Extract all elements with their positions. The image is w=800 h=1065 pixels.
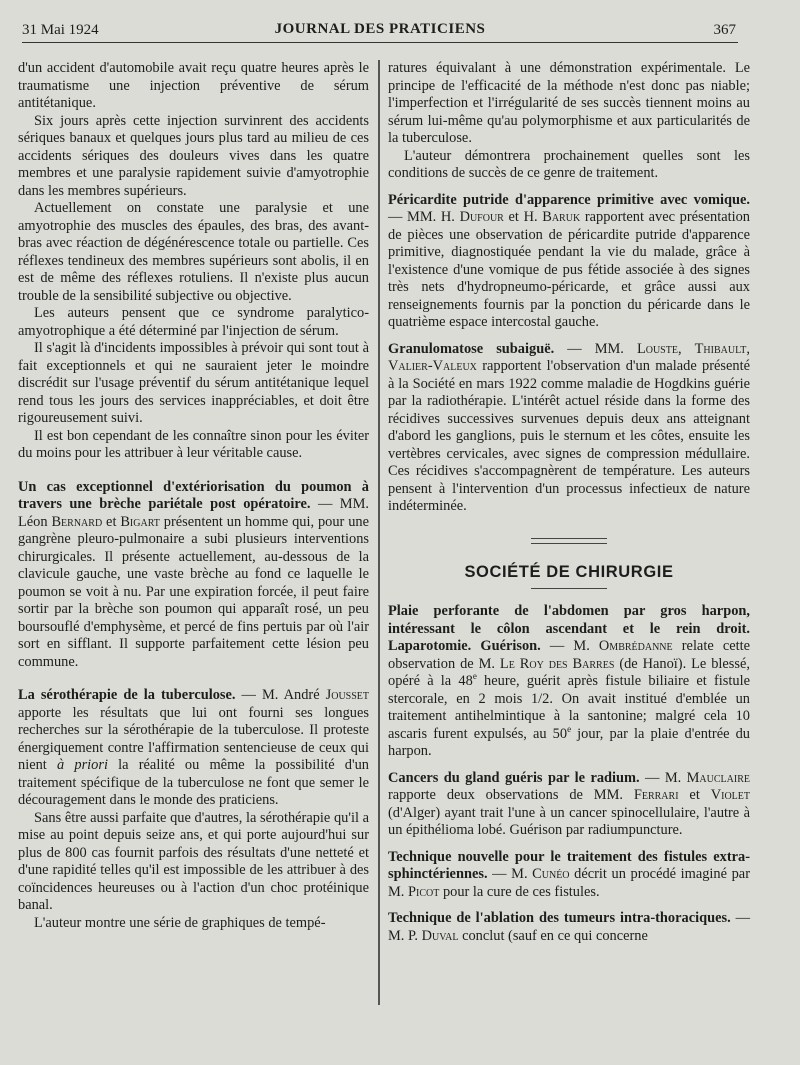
author-name: Mauclaire [686, 769, 750, 786]
author-name: Violet [710, 787, 750, 803]
author-name: Cunéo [532, 866, 570, 882]
author-name: Thibault [694, 340, 747, 357]
author-name: Jousset [325, 687, 370, 703]
author-name: Picot [408, 883, 440, 900]
text-run: relate cette observation de M. [388, 638, 750, 672]
text-run: — M. [540, 638, 599, 654]
article-radium-cancers [388, 770, 750, 840]
text-run: et [678, 787, 711, 803]
page-header [22, 20, 738, 43]
text-run: , [746, 340, 751, 357]
header-date: 31 Mai 1924 [22, 22, 99, 38]
society-heading: SOCIÉTÉ DE CHIRURGIE [464, 562, 674, 581]
text-run: rapporte deux observations de MM. [388, 787, 634, 803]
paragraph: ratures équivalant à une démonstration expérimentale. Le principe de l'efficacité de la méthode n'est donc pas niable; l'imperfection et l'irrégularité de ses succès tiennent moins au sérum lui-même qu'au polymorphisme et aux particularités de la tuberculose. [388, 60, 750, 146]
author-name: Louste [636, 340, 678, 357]
paragraph: Actuellement on constate une paralysie et une amyotrophie des muscles des épaules, des bras, des avant-bras avec réaction de dégénérescence totale ou partielle. Ces réflexes tendineux des membres supérieurs sont abolis, il en est de même des réflexes rotuliens. Il n'existe plus aucun trouble de la sensibilité subjective ou objective. [18, 200, 369, 304]
author-name: Baruk [542, 209, 581, 225]
article-title: Cancers du gland guéris par le radium. [388, 769, 640, 786]
article-title: Péricardite putride d'apparence primitive avec vomique. [388, 191, 750, 208]
article-fistula-technique [388, 849, 750, 902]
article-title: Technique nouvelle pour le traitement des fistules extra-sphinctériennes. [388, 848, 750, 882]
author-name: Valier-Valeux [388, 358, 477, 374]
text-run: pour la cure de ces fistules. [439, 883, 600, 900]
text-run: — M. P. [388, 910, 750, 944]
text-run: — MM. Léon [18, 496, 369, 530]
article-serotherapy [18, 687, 369, 810]
paragraph: Il est bon cependant de les connaître sinon pour les éviter du moins pour les attribuer à leur véritable cause. [18, 427, 369, 461]
author-name: Le Roy des Barres [499, 655, 615, 672]
article-harpoon-wound [388, 603, 750, 761]
text-run: (de Hanoï). Le blessé, opéré à la 48 [388, 655, 750, 689]
author-name: Duval [421, 927, 459, 944]
text-run: — M. André [235, 687, 326, 703]
text-run: et [102, 513, 121, 530]
text-run: heure, guérit après fistule biliaire et fistule stercorale, en 2 mois 1/2. On avait institué d'emblée un traitement antihelmintique à la santonine; malgré cela 10 ascaris furent expulsés, au 50 [388, 673, 750, 742]
paragraph: L'auteur montre une série de graphiques de tempé- [34, 914, 326, 931]
superscript: e [567, 723, 572, 734]
text-run: — M. [487, 866, 533, 882]
page-number: 367 [713, 22, 736, 38]
paragraph: L'auteur démontrera prochainement quelles sont les conditions de succès de ce genre de traitement. [388, 147, 750, 181]
article-granulomatosis [388, 341, 750, 516]
article-title: Plaie perforante de l'abdomen par gros harpon, intéressant le côlon ascendant et le rein droit. Laparotomie. Guérison. [388, 603, 750, 654]
article-title: Un cas exceptionnel d'extériorisation du poumon à travers une brèche pariétale post opératoire. [18, 478, 369, 512]
text-run: conclut (sauf en ce qui concerne [458, 927, 648, 944]
author-name: Ombrédanne [598, 638, 673, 654]
text-run: — MM. [554, 340, 637, 357]
paragraph: Les auteurs pensent que ce syndrome paralytico-amyotrophique a été déterminé par l'injection de sérum. [18, 305, 369, 339]
article-lung-exteriorisation [18, 479, 369, 672]
article-title: La sérothérapie de la tuberculose. [18, 687, 236, 703]
heading-rule [531, 588, 607, 589]
paragraph: d'un accident d'automobile avait reçu quatre heures après le traumatisme une injection préventive de sérum antitétanique. [18, 60, 369, 111]
text-run: — M. [639, 769, 687, 786]
text-run: rapportent avec présentation de pièces une observation de péricardite putride d'apparence primitive, diagnostiquée pendant la vie du malade, grâce à l'existence d'une vomique de pus fétide associée à des signes très nets d'hydropneumo-péricarde, et grâce aussi aux renseignements fournis par la ponction du péricarde dans le quatrième espace intercostal gauche. [388, 209, 750, 330]
author-name: Ferrari [633, 787, 679, 803]
article-pericarditis [388, 192, 750, 332]
text-run: (d'Alger) ayant trait l'une à un cancer spinocellulaire, l'autre à un épithélioma lobé. Guérison par radiumpuncture. [388, 804, 750, 838]
paragraph: Il s'agit là d'incidents impossibles à prévoir qui sont tout à fait exceptionnels et qui ne sauraient jeter le moindre discrédit sur l'usage préventif du sérum antitétanique lequel rend tous les jours des services inappréciables, et doit être rigoureusement suivi. [18, 340, 369, 426]
text-run: apporte les résultats que lui ont fourni ses longues recherches sur la sérothérapie de la tuberculose. Il proteste énergiquement contre l'affirmation sentencieuse de ceux qui nient [18, 704, 369, 773]
author-name: Bernard [51, 513, 103, 530]
article-title: Technique de l'ablation des tumeurs intra-thoraciques. [388, 910, 731, 926]
text-run: , [677, 340, 695, 357]
right-column [388, 60, 750, 945]
article-title: Granulomatose subaiguë. [388, 340, 555, 357]
article-thoracic-tumours [388, 910, 750, 945]
emphasis: à priori [56, 757, 108, 773]
text-run: et H. [503, 209, 543, 225]
left-column [18, 60, 369, 932]
text-run: la réalité ou même la possibilité d'un traitement spécifique de la tuberculose ne font que semer le découragement dans le monde des praticiens. [18, 757, 369, 808]
author-name: Dufour [459, 209, 504, 225]
column-divider [378, 60, 380, 1005]
superscript: e [472, 671, 477, 682]
author-name: Bigart [120, 513, 160, 530]
text-run: décrit un procédé imaginé par M. [388, 866, 750, 900]
paragraph: Six jours après cette injection survinrent des accidents sériques banaux et quelques jours plus tard au milieu de ces accidents sériques des douleurs vives dans les quatre membres et une paralysie rapidement suivie d'amyotrophie dans les membres supérieurs. [18, 112, 369, 199]
text-run: présentent un homme qui, pour une gangrène pleuro-pulmonaire a subi plusieurs interventions chirurgicales. Il présente actuellement, au-dessous de la clavicule gauche, une vaste brèche au fond ce laquelle le poumon se voit à nu. Par une expiration forcée, il peut faire sortir par la brèche son poumon qui apparaît rosé, un peu boursouflé d'emphysème, et percé de fins pertuis par où l'air sort en sifflant. Il supporte parfaitement cette lésion peu commune. [18, 513, 369, 670]
journal-title: JOURNAL DES PRATICIENS [274, 21, 486, 37]
text-run: rapportent l'observation d'un malade présenté à la Société en mars 1922 comme maladie de Hogdkins guérie par la radiothérapie. L'intérêt actuel réside dans la forme des récidives successives survenues depuis deux ans atteignant d'abord les ganglions, puis le sternum et les côtes, ensuite les vertèbres cervicales, avec signes de compression médullaire. Ces récidives s'accompagnèrent de température. Les auteurs pensent à l'intervention d'un processus infectieux de nature indéterminée. [388, 358, 750, 514]
section-ornament [531, 538, 607, 544]
text-run: — MM. H. [388, 209, 460, 225]
text-run: jour, par la plaie d'entrée du harpon. [388, 725, 750, 759]
paragraph: Sans être aussi parfaite que d'autres, la sérothérapie qu'il a mise au point depuis seize ans, et qui porte aujourd'hui sur plus de 800 cas fournit parfois des résultats d'une netteté et d'une rapidité telles qu'il est impossible de les attribuer à des coïncidences heureuses ou à l'action d'un choc protéinique banal. [18, 809, 369, 913]
